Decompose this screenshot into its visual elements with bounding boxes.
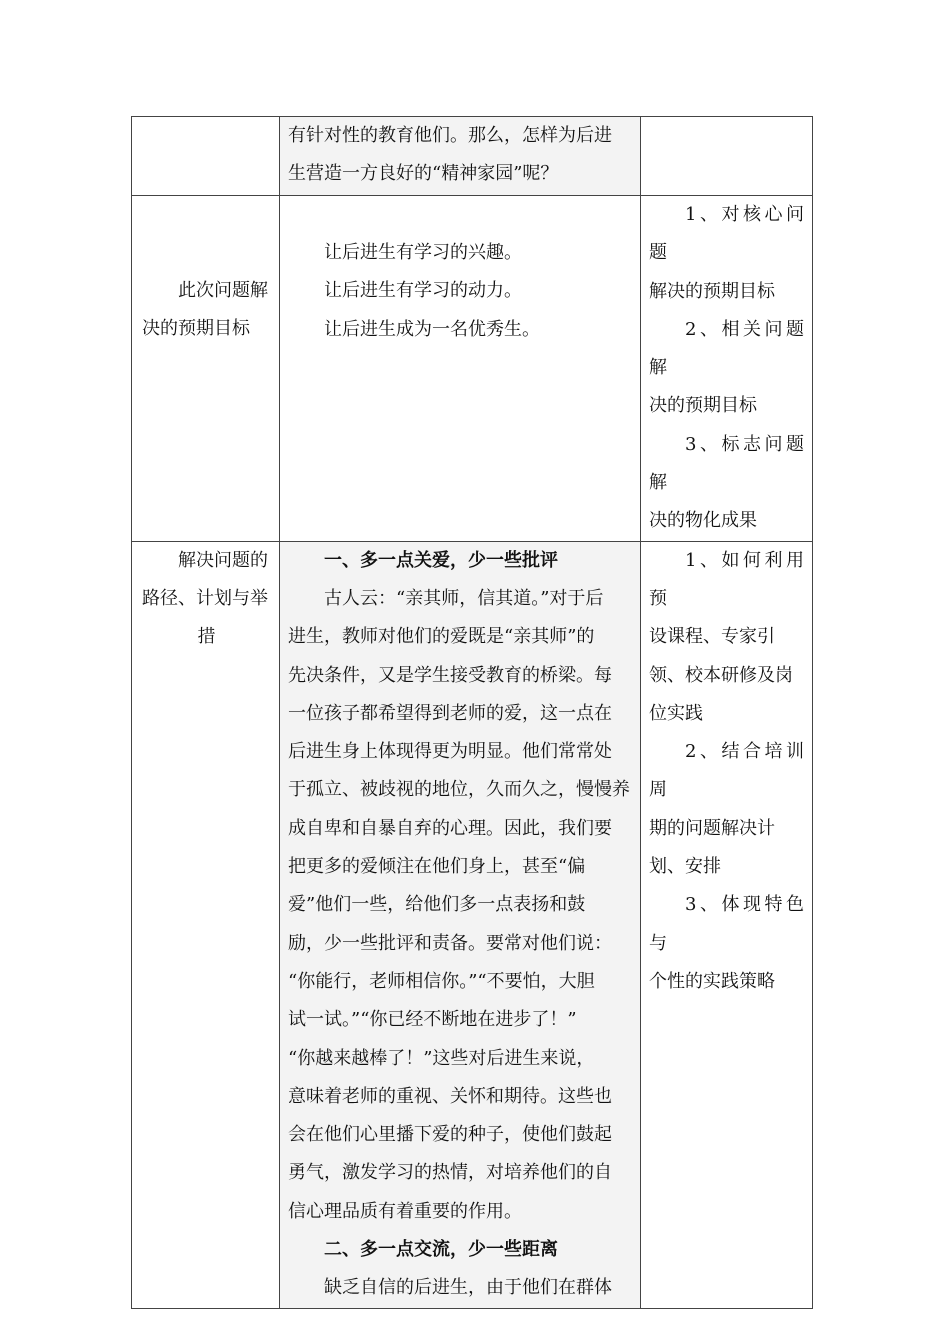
body-line: 先决条件，又是学生接受教育的桥梁。每: [288, 664, 612, 686]
body-line: “你越来越棒了！”这些对后进生来说，: [288, 1047, 595, 1069]
goal-item: 让后进生成为一名优秀生。: [324, 318, 540, 340]
note-line: 2、结合培训周: [649, 741, 804, 801]
note-line: 期的问题解决计: [649, 817, 775, 839]
note-cell-goals: [641, 196, 813, 542]
note-line: 位实践: [649, 702, 703, 724]
note-line: 决的物化成果: [649, 510, 757, 532]
body-line: 爱”他们一些，给他们多一点表扬和鼓: [288, 894, 586, 916]
label-line: 措: [197, 626, 216, 648]
goal-item: 让后进生有学习的兴趣。: [324, 242, 522, 263]
content-cell-intro: [280, 117, 641, 196]
table-row: [132, 541, 813, 1308]
label-cell-empty: [132, 117, 280, 196]
body-line: 成自卑和自暴自弃的心理。因此，我们要: [288, 817, 612, 839]
table-row: [132, 117, 813, 196]
label-line: 决的预期目标: [142, 318, 250, 340]
label-line: 路径、计划与举: [142, 587, 268, 609]
note-cell-path: [641, 541, 813, 1308]
body-line: “你能行，老师相信你。”“不要怕，大胆: [288, 970, 595, 992]
body-line: 试一试。”“你已经不断地在进步了！”: [288, 1009, 577, 1031]
body-line: 信心理品质有着重要的作用。: [288, 1200, 522, 1222]
note-line: 设课程、专家引: [649, 626, 775, 648]
text-line: 生营造一方良好的“精神家园”呢？: [288, 163, 559, 185]
body-line: 古人云：“亲其师，信其道。”对于后: [324, 587, 604, 609]
note-line: 1、如何利用预: [649, 549, 804, 609]
body-line: 于孤立、被歧视的地位，久而久之，慢慢养: [288, 779, 630, 801]
label-line: 此次问题解: [178, 280, 268, 301]
note-line: 解决的预期目标: [649, 280, 775, 302]
body-line: 缺乏自信的后进生，由于他们在群体: [324, 1277, 612, 1299]
goal-item: 让后进生有学习的动力。: [324, 280, 522, 302]
note-cell-empty: [641, 117, 813, 196]
note-line: 划、安排: [649, 856, 721, 878]
section-heading: 一、多一点关爱，少一些批评: [324, 549, 558, 571]
table-row: [132, 196, 813, 542]
body-line: 后进生身上体现得更为明显。他们常常处: [288, 741, 612, 763]
label-cell-goals: [132, 196, 280, 542]
body-line: 一位孩子都希望得到老师的爱，这一点在: [288, 702, 612, 724]
note-line: 2、相关问题解: [649, 318, 804, 379]
content-cell-goals: [280, 196, 641, 542]
body-line: 把更多的爱倾注在他们身上，甚至“偏: [288, 856, 586, 878]
note-line: 1、对核心问题: [649, 204, 804, 264]
body-line: 励，少一些批评和责备。要常对他们说：: [288, 932, 612, 954]
note-line: 决的预期目标: [649, 395, 757, 417]
label-cell-path: [132, 541, 280, 1308]
section-heading: 二、多一点交流，少一些距离: [324, 1239, 558, 1261]
note-line: 3、标志问题解: [649, 433, 804, 494]
text-line: 有针对性的教育他们。那么，怎样为后进: [288, 125, 612, 146]
plan-table: [131, 116, 813, 1309]
body-line: 勇气，激发学习的热情，对培养他们的自: [288, 1162, 612, 1184]
body-line: 意味着老师的重视、关怀和期待。这些也: [288, 1085, 612, 1107]
label-line: 解决问题的: [178, 549, 268, 571]
note-line: 领、校本研修及岗: [649, 664, 793, 686]
body-line: 会在他们心里播下爱的种子，使他们鼓起: [288, 1124, 612, 1146]
note-line: 个性的实践策略: [649, 970, 775, 992]
note-line: 3、体现特色与: [649, 894, 804, 954]
body-line: 进生，教师对他们的爱既是“亲其师”的: [288, 626, 595, 648]
content-cell-path: [280, 541, 641, 1308]
